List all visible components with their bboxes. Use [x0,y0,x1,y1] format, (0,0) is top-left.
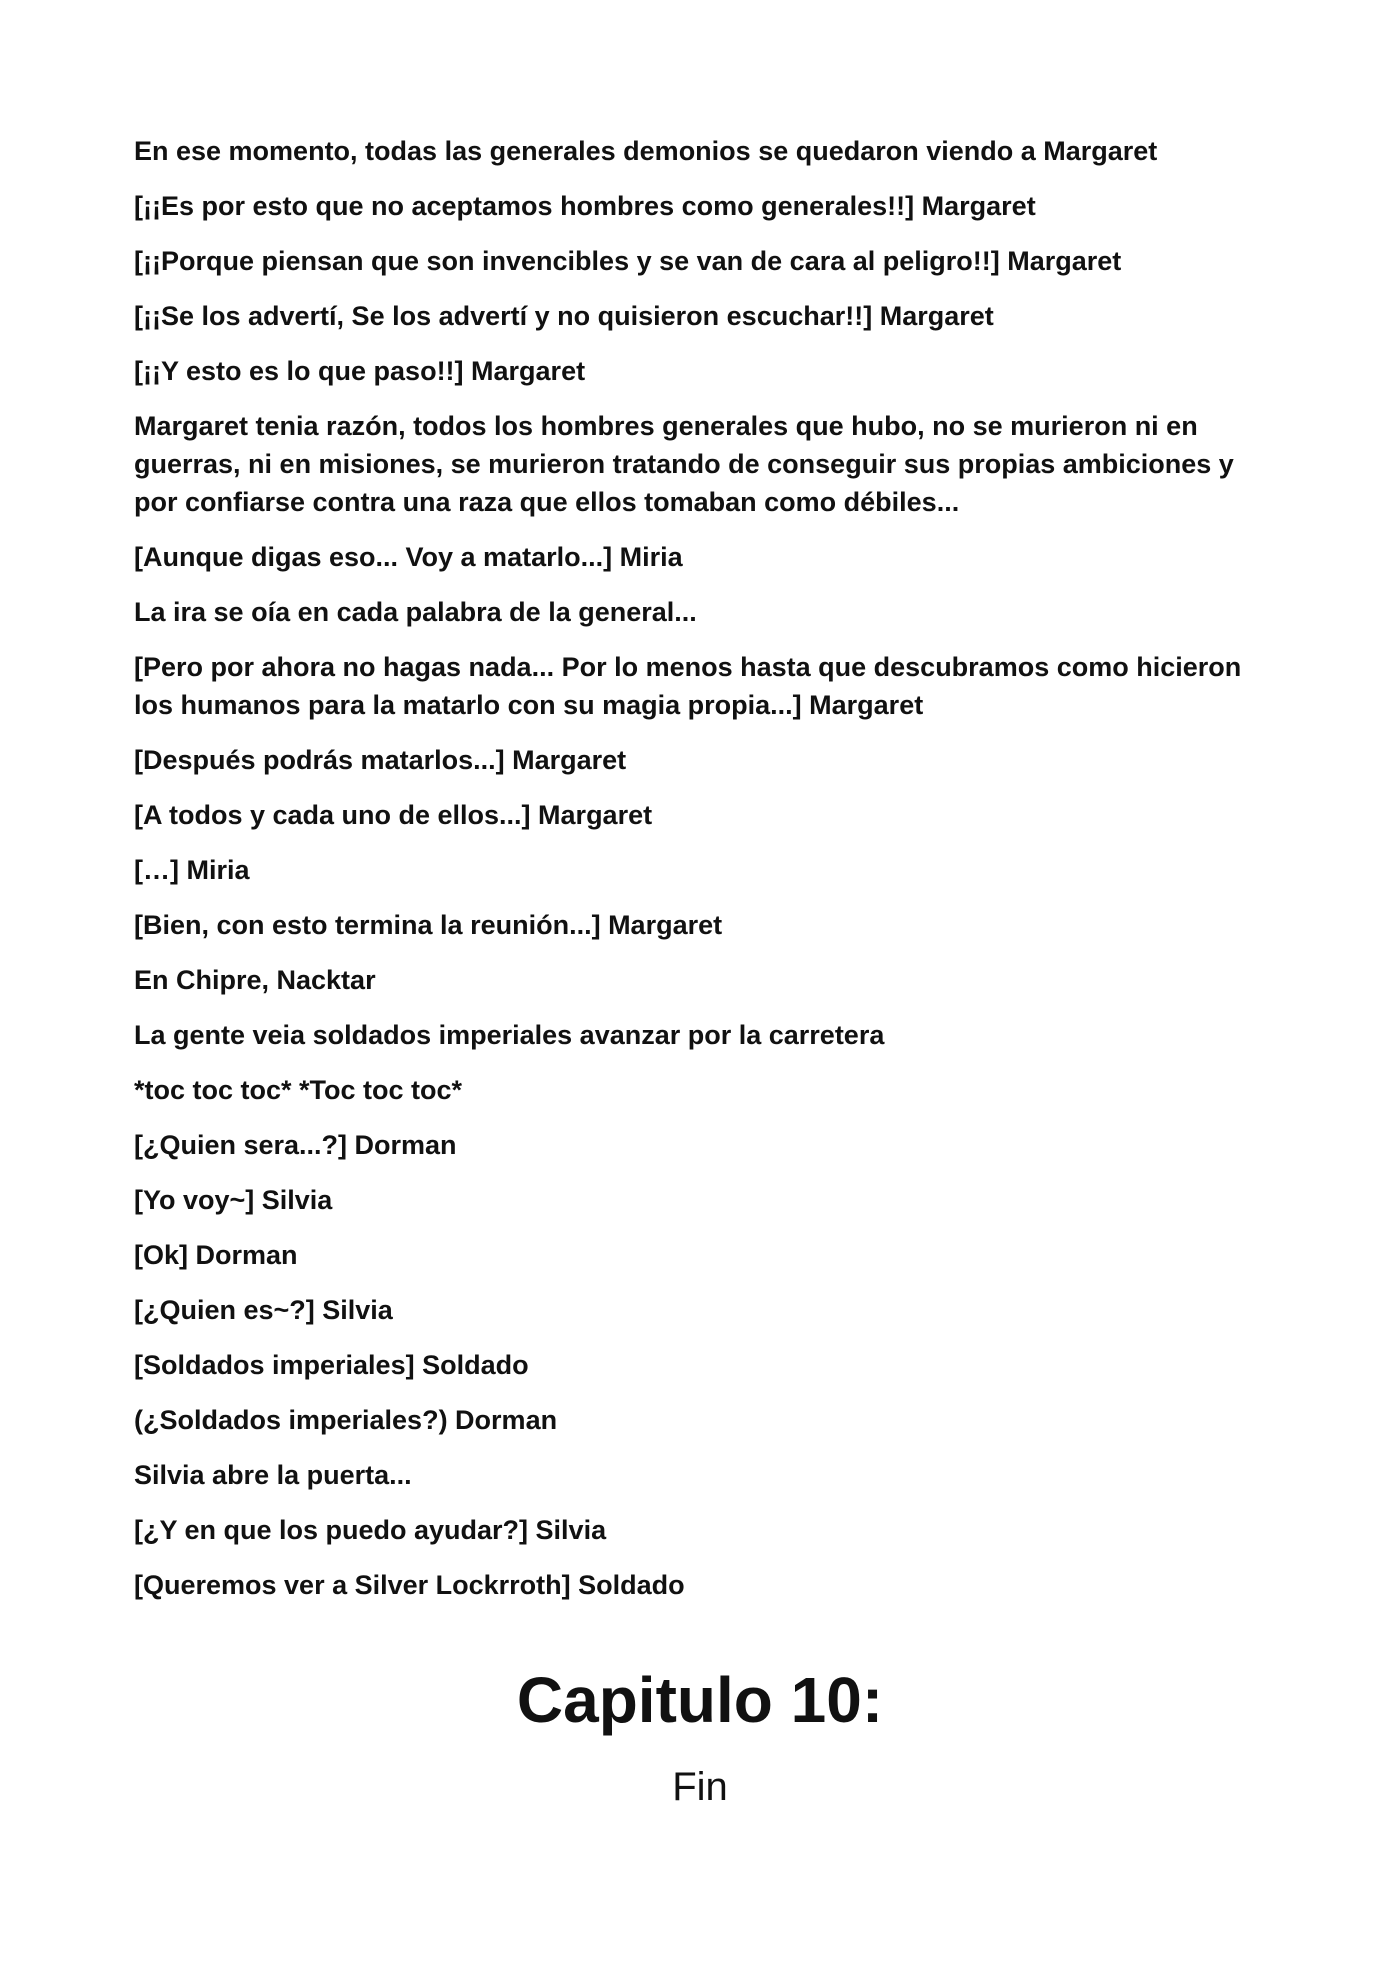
paragraph: La gente veia soldados imperiales avanzar por la carretera [134,1020,885,1050]
paragraph: (¿Soldados imperiales?) Dorman [134,1405,558,1435]
paragraph: [¡¡Y esto es lo que paso!!] Margaret [134,356,586,386]
paragraph: Silvia abre la puerta... [134,1460,412,1490]
paragraph: En ese momento, todas las generales demonios se quedaron viendo a Margaret [134,136,1158,166]
paragraph: [¡¡Porque piensan que son invencibles y se van de cara al peligro!!] Margaret [134,246,1122,276]
chapter-end-label: Fin [672,1765,728,1809]
paragraph: [Después podrás matarlos...] Margaret [134,745,627,775]
paragraph: […] Miria [134,855,250,885]
paragraph: [¿Y en que los puedo ayudar?] Silvia [134,1515,607,1545]
paragraph: [¡¡Se los advertí, Se los advertí y no quisieron escuchar!!] Margaret [134,301,994,331]
paragraph: Margaret tenia razón, todos los hombres generales que hubo, no se murieron ni en guerras, ni en misiones, se murieron tratando de conseguir sus propias ambiciones y por confiarse contra una raza que ellos tomaban como débiles... [134,411,1234,517]
paragraph: En Chipre, Nacktar [134,965,376,995]
paragraph: [¿Quien sera...?] Dorman [134,1130,457,1160]
paragraph: [A todos y cada uno de ellos...] Margaret [134,800,653,830]
paragraph: [Bien, con esto termina la reunión...] Margaret [134,910,723,940]
paragraph: [Soldados imperiales] Soldado [134,1350,529,1380]
paragraph: [¡¡Es por esto que no aceptamos hombres como generales!!] Margaret [134,191,1036,221]
story-body [134,132,1284,1621]
paragraph: *toc toc toc* *Toc toc toc* [134,1075,463,1105]
paragraph: La ira se oía en cada palabra de la general... [134,597,697,627]
paragraph: [Pero por ahora no hagas nada... Por lo menos hasta que descubramos como hicieron los humanos para la matarlo con su magia propia...] Margaret [134,652,1242,720]
paragraph: [Yo voy~] Silvia [134,1185,333,1215]
paragraph: [¿Quien es~?] Silvia [134,1295,393,1325]
paragraph: [Aunque digas eso... Voy a matarlo...] Miria [134,542,683,572]
chapter-title: Capitulo 10: [516,1664,884,1736]
paragraph: [Queremos ver a Silver Lockrroth] Soldado [134,1570,685,1600]
paragraph: [Ok] Dorman [134,1240,298,1270]
